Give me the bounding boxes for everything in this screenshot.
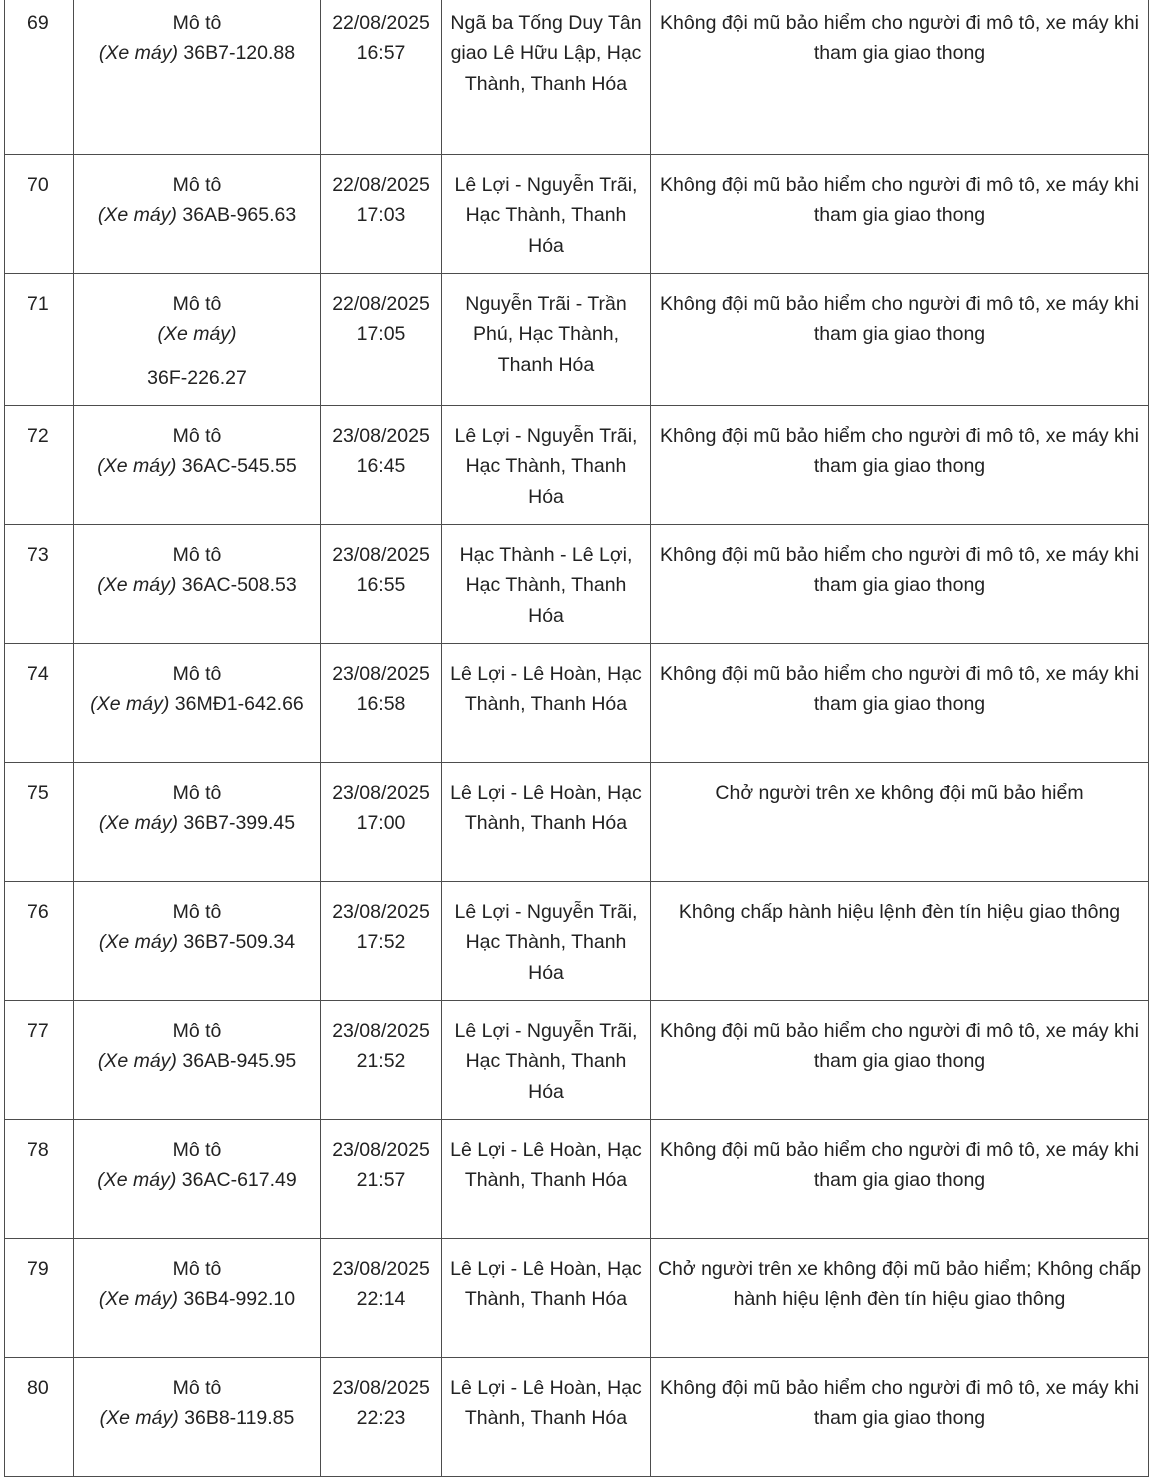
location-cell: Ngã ba Tống Duy Tân giao Lê Hữu Lập, Hạc Thành, Thanh Hóa [442,0,651,155]
violation-date: 22/08/2025 [332,174,430,196]
datetime-cell [321,525,442,644]
row-number: 75 [5,763,74,882]
vehicle-cell [74,1001,321,1120]
table-row [5,1358,1149,1477]
violation-date: 23/08/2025 [332,901,430,923]
violation-time: 17:52 [356,931,406,954]
violation-time: 22:23 [356,1407,406,1430]
row-number: 71 [5,274,74,406]
violation-cell: Không đội mũ bảo hiểm cho người đi mô tô, xe máy khi tham gia giao thong [651,525,1149,644]
table-row [5,1239,1149,1358]
vehicle-subtype: (Xe máy) [98,1288,178,1311]
vehicle-cell [74,763,321,882]
violation-date: 23/08/2025 [332,782,430,804]
row-number: 72 [5,406,74,525]
vehicle-subtype: (Xe máy) [97,1169,177,1192]
violation-cell: Không đội mũ bảo hiểm cho người đi mô tô, xe máy khi tham gia giao thong [651,0,1149,155]
row-number: 77 [5,1001,74,1120]
table-row [5,882,1149,1001]
vehicle-cell [74,1358,321,1477]
location-cell: Lê Lợi - Nguyễn Trãi, Hạc Thành, Thanh Hóa [442,155,651,274]
datetime-cell [321,155,442,274]
vehicle-type: Mô tô [172,174,222,196]
vehicle-cell [74,644,321,763]
vehicle-cell [74,525,321,644]
violation-time: 16:55 [356,574,406,597]
violation-cell: Chở người trên xe không đội mũ bảo hiểm; Không chấp hành hiệu lệnh đèn tín hiệu giao thông [651,1239,1149,1358]
violation-date: 22/08/2025 [332,12,430,34]
datetime-cell [321,406,442,525]
violation-date: 23/08/2025 [332,663,430,685]
vehicle-cell [74,1120,321,1239]
row-number: 69 [5,0,74,155]
violation-cell: Không đội mũ bảo hiểm cho người đi mô tô, xe máy khi tham gia giao thong [651,274,1149,406]
violation-time: 17:05 [356,323,406,346]
vehicle-cell [74,0,321,155]
datetime-cell [321,274,442,406]
datetime-cell [321,0,442,155]
vehicle-type: Mô tô [172,1139,222,1161]
license-plate: 36B7-399.45 [183,812,296,835]
license-plate: 36B8-119.85 [184,1407,295,1430]
violation-cell: Không đội mũ bảo hiểm cho người đi mô tô, xe máy khi tham gia giao thong [651,1120,1149,1239]
table-row [5,525,1149,644]
violation-time: 16:45 [356,455,406,478]
license-plate: 36B4-992.10 [183,1288,296,1311]
vehicle-subtype: (Xe máy) [98,812,178,835]
table-row [5,0,1149,155]
vehicle-cell [74,882,321,1001]
row-number: 73 [5,525,74,644]
license-plate: 36AC-545.55 [181,455,297,478]
vehicle-type: Mô tô [172,782,222,804]
vehicle-type: Mô tô [172,425,222,447]
vehicle-cell [74,406,321,525]
vehicle-subtype: (Xe máy) [97,1050,177,1073]
row-number: 79 [5,1239,74,1358]
row-number: 74 [5,644,74,763]
vehicle-subtype: (Xe máy) [98,931,178,954]
violation-date: 23/08/2025 [332,1020,430,1042]
violation-cell: Không đội mũ bảo hiểm cho người đi mô tô, xe máy khi tham gia giao thong [651,1358,1149,1477]
violations-table [4,0,1149,1477]
violation-time: 21:57 [356,1169,406,1192]
location-cell: Lê Lợi - Lê Hoàn, Hạc Thành, Thanh Hóa [442,763,651,882]
row-number: 70 [5,155,74,274]
license-plate: 36B7-509.34 [183,931,296,954]
violations-table-body [5,0,1149,1477]
vehicle-cell [74,274,321,406]
row-number: 76 [5,882,74,1001]
violation-time: 17:03 [356,204,406,227]
vehicle-type: Mô tô [172,1377,222,1399]
vehicle-subtype: (Xe máy) [99,1407,179,1430]
vehicle-subtype: (Xe máy) [157,323,237,346]
table-row [5,644,1149,763]
violation-time: 16:58 [356,693,406,716]
violation-cell: Chở người trên xe không đội mũ bảo hiểm [651,763,1149,882]
location-cell: Lê Lợi - Nguyễn Trãi, Hạc Thành, Thanh Hóa [442,406,651,525]
datetime-cell [321,1358,442,1477]
table-row [5,763,1149,882]
violation-cell: Không đội mũ bảo hiểm cho người đi mô tô, xe máy khi tham gia giao thong [651,155,1149,274]
datetime-cell [321,1239,442,1358]
location-cell: Lê Lợi - Nguyễn Trãi, Hạc Thành, Thanh Hóa [442,1001,651,1120]
datetime-cell [321,1001,442,1120]
location-cell: Lê Lợi - Lê Hoàn, Hạc Thành, Thanh Hóa [442,644,651,763]
datetime-cell [321,644,442,763]
vehicle-type: Mô tô [172,663,222,685]
violation-time: 17:00 [356,812,406,835]
row-number: 78 [5,1120,74,1239]
vehicle-type: Mô tô [172,544,222,566]
violation-date: 23/08/2025 [332,1258,430,1280]
table-row [5,155,1149,274]
table-row [5,274,1149,406]
license-plate: 36AB-965.63 [182,204,297,227]
vehicle-type: Mô tô [172,293,222,315]
vehicle-subtype: (Xe máy) [97,455,177,478]
violation-date: 23/08/2025 [332,544,430,566]
vehicle-type: Mô tô [172,901,222,923]
location-cell: Hạc Thành - Lê Lợi, Hạc Thành, Thanh Hóa [442,525,651,644]
vehicle-subtype: (Xe máy) [97,204,177,227]
table-row [5,406,1149,525]
vehicle-type: Mô tô [172,1020,222,1042]
vehicle-type: Mô tô [172,1258,222,1280]
location-cell: Lê Lợi - Nguyễn Trãi, Hạc Thành, Thanh Hóa [442,882,651,1001]
location-cell: Nguyễn Trãi - Trần Phú, Hạc Thành, Thanh Hóa [442,274,651,406]
violation-cell: Không chấp hành hiệu lệnh đèn tín hiệu giao thông [651,882,1149,1001]
violation-cell: Không đội mũ bảo hiểm cho người đi mô tô, xe máy khi tham gia giao thong [651,644,1149,763]
violation-time: 22:14 [356,1288,406,1311]
violation-cell: Không đội mũ bảo hiểm cho người đi mô tô, xe máy khi tham gia giao thong [651,406,1149,525]
violation-time: 21:52 [356,1050,406,1073]
location-cell: Lê Lợi - Lê Hoàn, Hạc Thành, Thanh Hóa [442,1239,651,1358]
license-plate: 36F-226.27 [147,366,247,389]
violation-date: 23/08/2025 [332,425,430,447]
location-cell: Lê Lợi - Lê Hoàn, Hạc Thành, Thanh Hóa [442,1358,651,1477]
vehicle-cell [74,1239,321,1358]
license-plate: 36B7-120.88 [183,42,296,65]
violation-time: 16:57 [356,42,406,65]
datetime-cell [321,882,442,1001]
license-plate: 36AB-945.95 [182,1050,297,1073]
vehicle-subtype: (Xe máy) [98,42,178,65]
violation-cell: Không đội mũ bảo hiểm cho người đi mô tô, xe máy khi tham gia giao thong [651,1001,1149,1120]
table-row [5,1001,1149,1120]
vehicle-type: Mô tô [172,12,222,34]
location-cell: Lê Lợi - Lê Hoàn, Hạc Thành, Thanh Hóa [442,1120,651,1239]
table-row [5,1120,1149,1239]
datetime-cell [321,1120,442,1239]
datetime-cell [321,763,442,882]
vehicle-subtype: (Xe máy) [90,693,170,716]
violation-date: 23/08/2025 [332,1377,430,1399]
row-number: 80 [5,1358,74,1477]
violation-date: 23/08/2025 [332,1139,430,1161]
violation-date: 22/08/2025 [332,293,430,315]
vehicle-subtype: (Xe máy) [97,574,177,597]
license-plate: 36AC-508.53 [181,574,297,597]
license-plate: 36MĐ1-642.66 [174,693,304,716]
license-plate: 36AC-617.49 [181,1169,297,1192]
vehicle-cell [74,155,321,274]
